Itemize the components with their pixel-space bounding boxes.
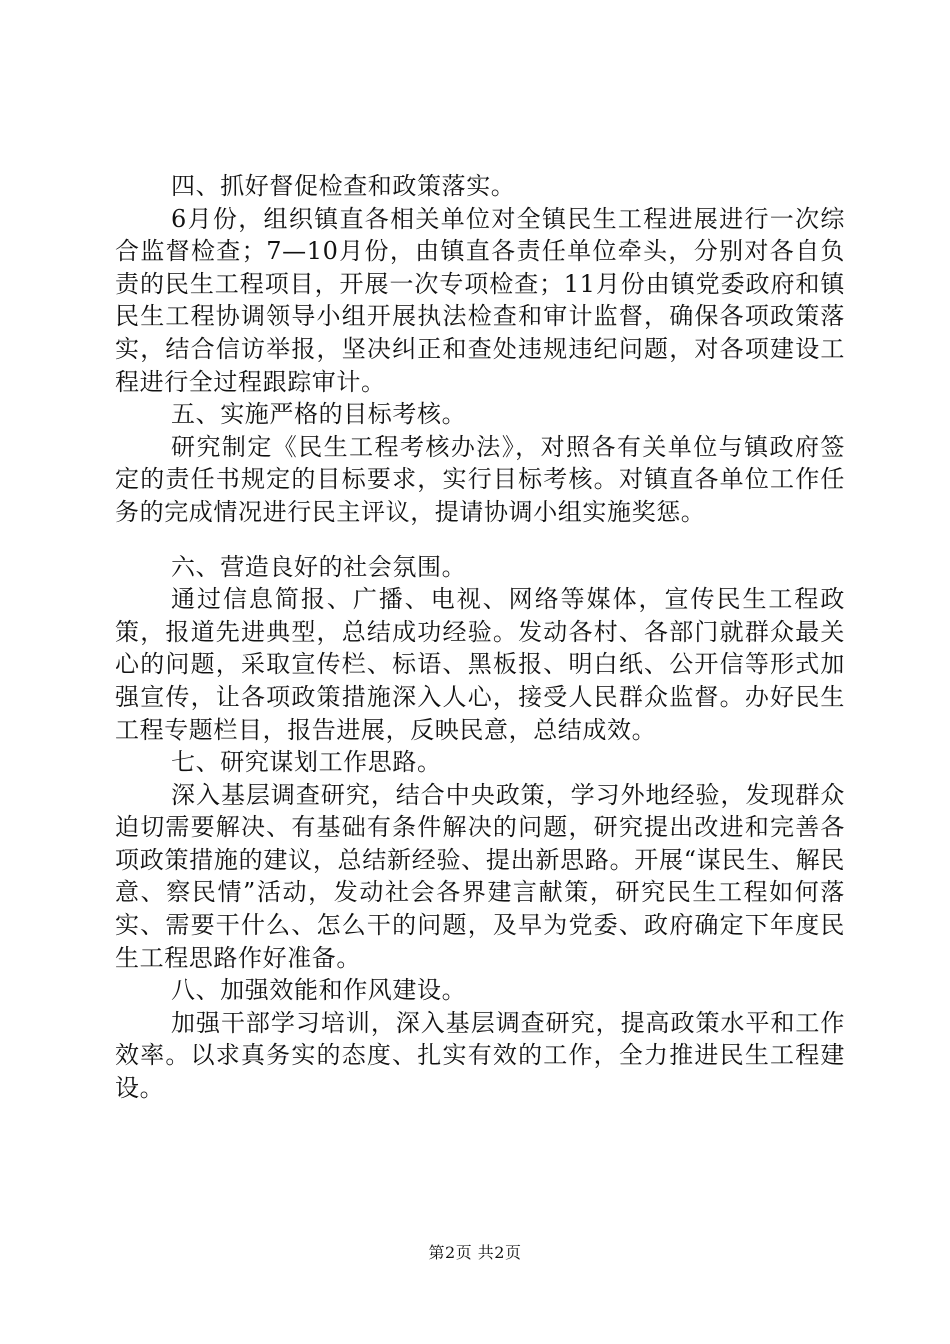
section-heading-6: 六、营造良好的社会氛围。 — [171, 552, 467, 581]
paragraph-gap — [115, 529, 845, 551]
section-body-6: 通过信息简报、广播、电视、网络等媒体，宣传民生工程政策，报道先进典型，总结成功经验。发动各村、各部门就群众最关心的问题，采取宣传栏、标语、黑板报、明白纸、公开信等形式加强宣传，让各项政策措施深入人心，接受人民群众监督。办好民生工程专题栏目，报告进展，反映民意，总结成效。 — [115, 585, 845, 744]
section-body-4: 6月份，组织镇直各相关单位对全镇民生工程进展进行一次综合监督检查；7—10月份，由镇直各责任单位牵头，分别对各自负责的民生工程项目，开展一次专项检查；11月份由镇党委政府和镇民生工程协调领导小组开展执法检查和审计监督，确保各项政策落实，结合信访举报，坚决纠正和查处违规违纪问题，对各项建设工程进行全过程跟踪审计。 — [115, 204, 845, 396]
section-heading-7: 七、研究谋划工作思路。 — [171, 748, 442, 777]
section-heading-5: 五、实施严格的目标考核。 — [171, 400, 467, 429]
section-heading-8: 八、加强效能和作风建设。 — [171, 976, 467, 1005]
document-body — [115, 170, 845, 1105]
section-body-7: 深入基层调查研究，结合中央政策，学习外地经验，发现群众迫切需要解决、有基础有条件解决的问题，研究提出改进和完善各项政策措施的建议，总结新经验、提出新思路。开展“谋民生、解民意、察民情”活动，发动社会各界建言献策，研究民生工程如何落实、需要干什么、怎么干的问题，及早为党委、政府确定下年度民生工程思路作好准备。 — [115, 780, 845, 972]
page-footer: 第2页 共2页 — [428, 1243, 522, 1262]
section-heading-4: 四、抓好督促检查和政策落实。 — [171, 172, 516, 200]
section-body-8: 加强干部学习培训，深入基层调查研究，提高政策水平和工作效率。以求真务实的态度、扎实有效的工作，全力推进民生工程建设。 — [115, 1008, 845, 1103]
section-body-5: 研究制定《民生工程考核办法》，对照各有关单位与镇政府签定的责任书规定的目标要求，实行目标考核。对镇直各单位工作任务的完成情况进行民主评议，提请协调小组实施奖惩。 — [115, 432, 845, 526]
